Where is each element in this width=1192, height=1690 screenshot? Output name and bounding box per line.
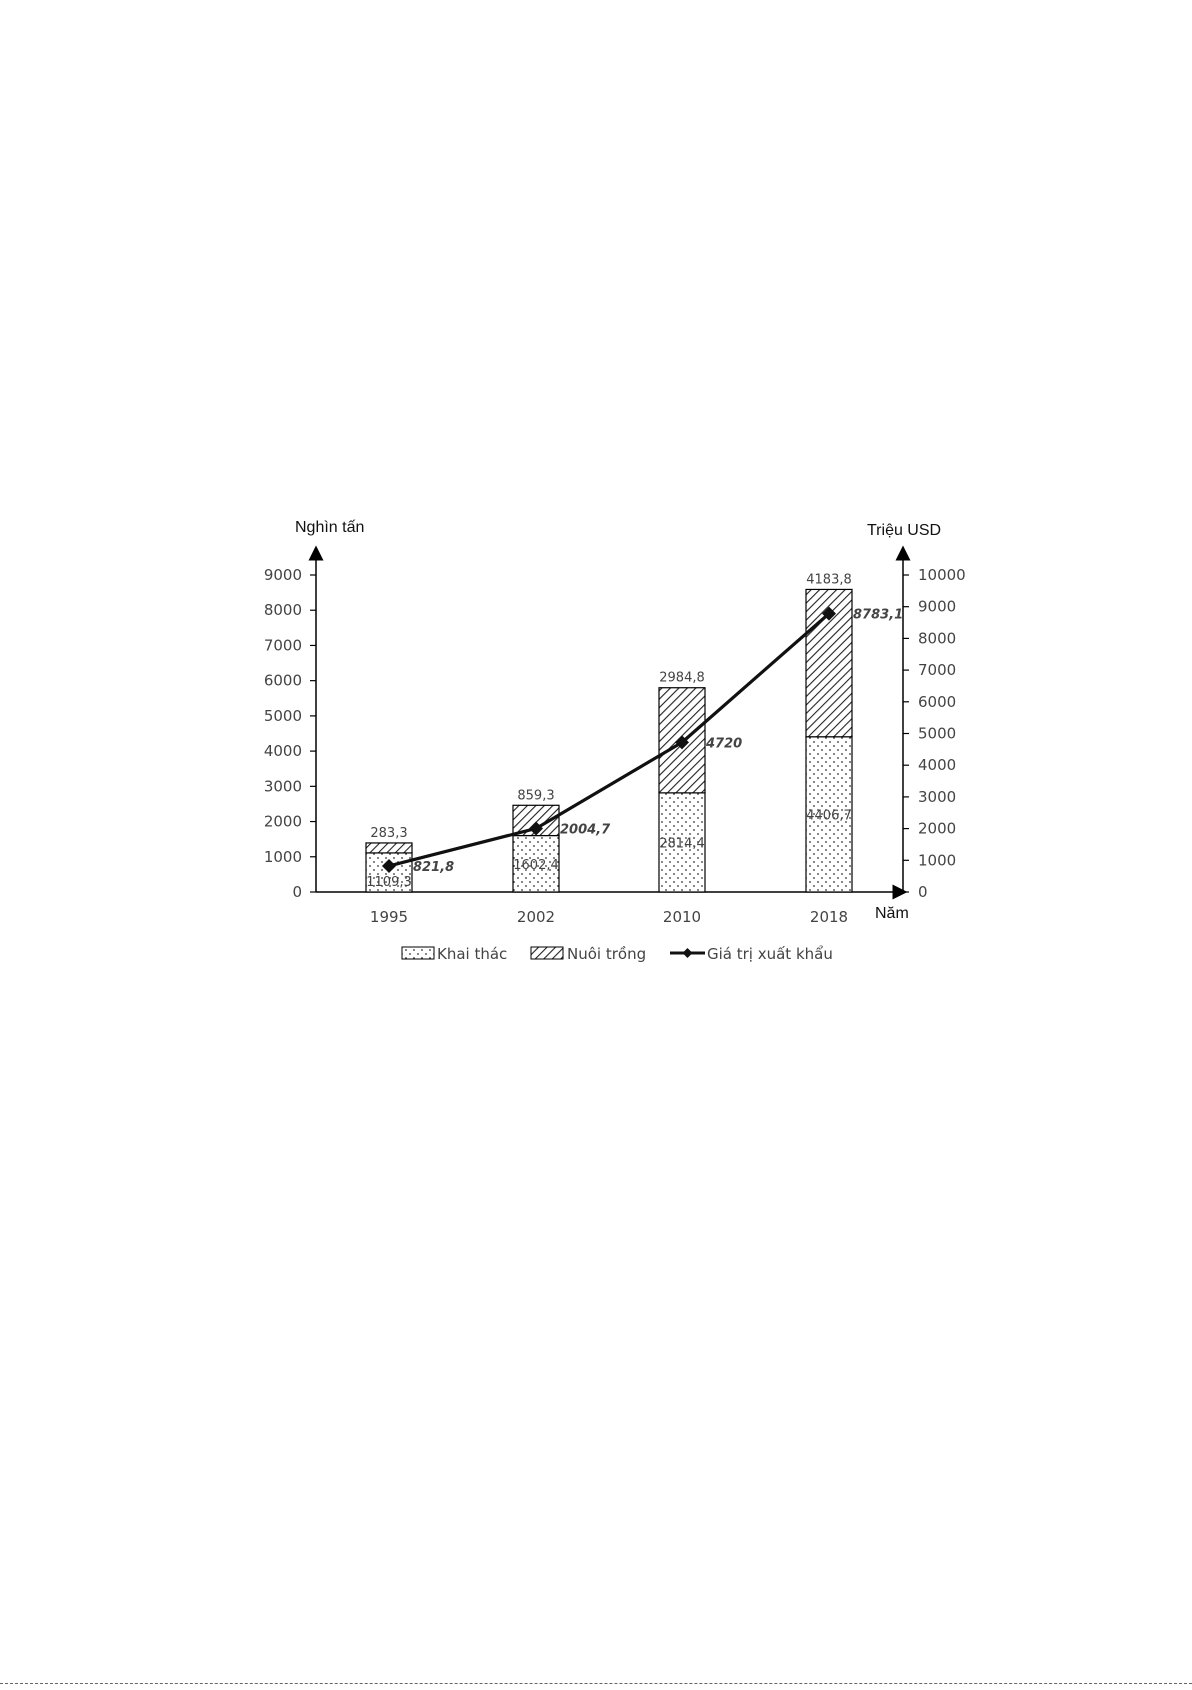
y-right-ticks [903,566,966,901]
page-bottom-rule [0,1683,1192,1684]
bar-label-nuoi-trong: 283,3 [370,825,408,841]
y-right-tick-label: 3000 [918,787,957,806]
y-left-tick-label: 2000 [263,812,302,831]
y-left-tick-label: 4000 [263,742,302,761]
bar-data-labels [366,572,852,890]
y-right-tick-label: 0 [918,883,928,901]
bar-label-nuoi-trong: 859,3 [517,788,555,804]
x-tick-labels [370,908,848,926]
x-tick-label: 1995 [369,908,409,926]
y-left-tick-label: 5000 [263,706,302,725]
y-right-tick-label: 4000 [918,756,957,775]
export-value-label: 2004,7 [560,822,611,838]
export-value-label: 8783,1 [853,607,904,623]
bar-label-khai-thac: 2814,4 [659,836,705,852]
y-right-tick-label: 10000 [918,566,966,584]
y-left-axis-title: Nghìn tấn [295,519,365,536]
bar-label-nuoi-trong: 2984,8 [659,670,705,686]
bar-label-khai-thac: 4406,7 [806,808,852,824]
y-right-tick-label: 8000 [918,629,957,648]
legend-label-nuoi-trong: Nuôi trồng [567,945,647,963]
y-right-tick-label: 7000 [918,661,957,680]
y-left-tick-label: 1000 [263,847,302,866]
y-left-tick-label: 3000 [263,777,302,796]
y-left-ticks [264,566,316,901]
legend-label-export-value: Giá trị xuất khẩu [707,945,833,963]
x-tick-label: 2018 [809,908,849,926]
export-value-label: 821,8 [413,859,455,875]
bar-label-nuoi-trong: 4183,8 [806,572,852,588]
y-right-tick-label: 5000 [918,724,957,743]
y-right-axis-title: Triệu USD [867,522,942,539]
legend-label-khai-thac: Khai thác [437,945,508,963]
bar-nuoi-trong [366,843,412,853]
y-left-tick-label: 7000 [263,636,302,655]
x-tick-label: 2010 [662,908,702,926]
export-value-label: 4720 [706,736,743,752]
bar-label-khai-thac: 1602,4 [513,857,559,873]
x-axis-title: Năm [875,905,909,922]
bars [366,589,852,892]
y-left-tick-label: 9000 [263,566,302,584]
y-left-tick-label: 6000 [263,671,302,690]
y-right-tick-label: 6000 [918,692,957,711]
legend [402,945,833,963]
y-left-tick-label: 0 [292,883,302,901]
y-left-tick-label: 8000 [263,601,302,620]
legend-swatch-nuoi-trong [531,947,563,959]
legend-swatch-khai-thac [402,947,434,959]
legend-diamond-marker [683,948,693,958]
bar-label-khai-thac: 1109,3 [366,875,412,890]
y-right-tick-label: 1000 [918,851,957,870]
x-tick-label: 2002 [516,908,556,926]
y-right-tick-label: 9000 [918,597,957,616]
y-right-tick-label: 2000 [918,819,957,838]
